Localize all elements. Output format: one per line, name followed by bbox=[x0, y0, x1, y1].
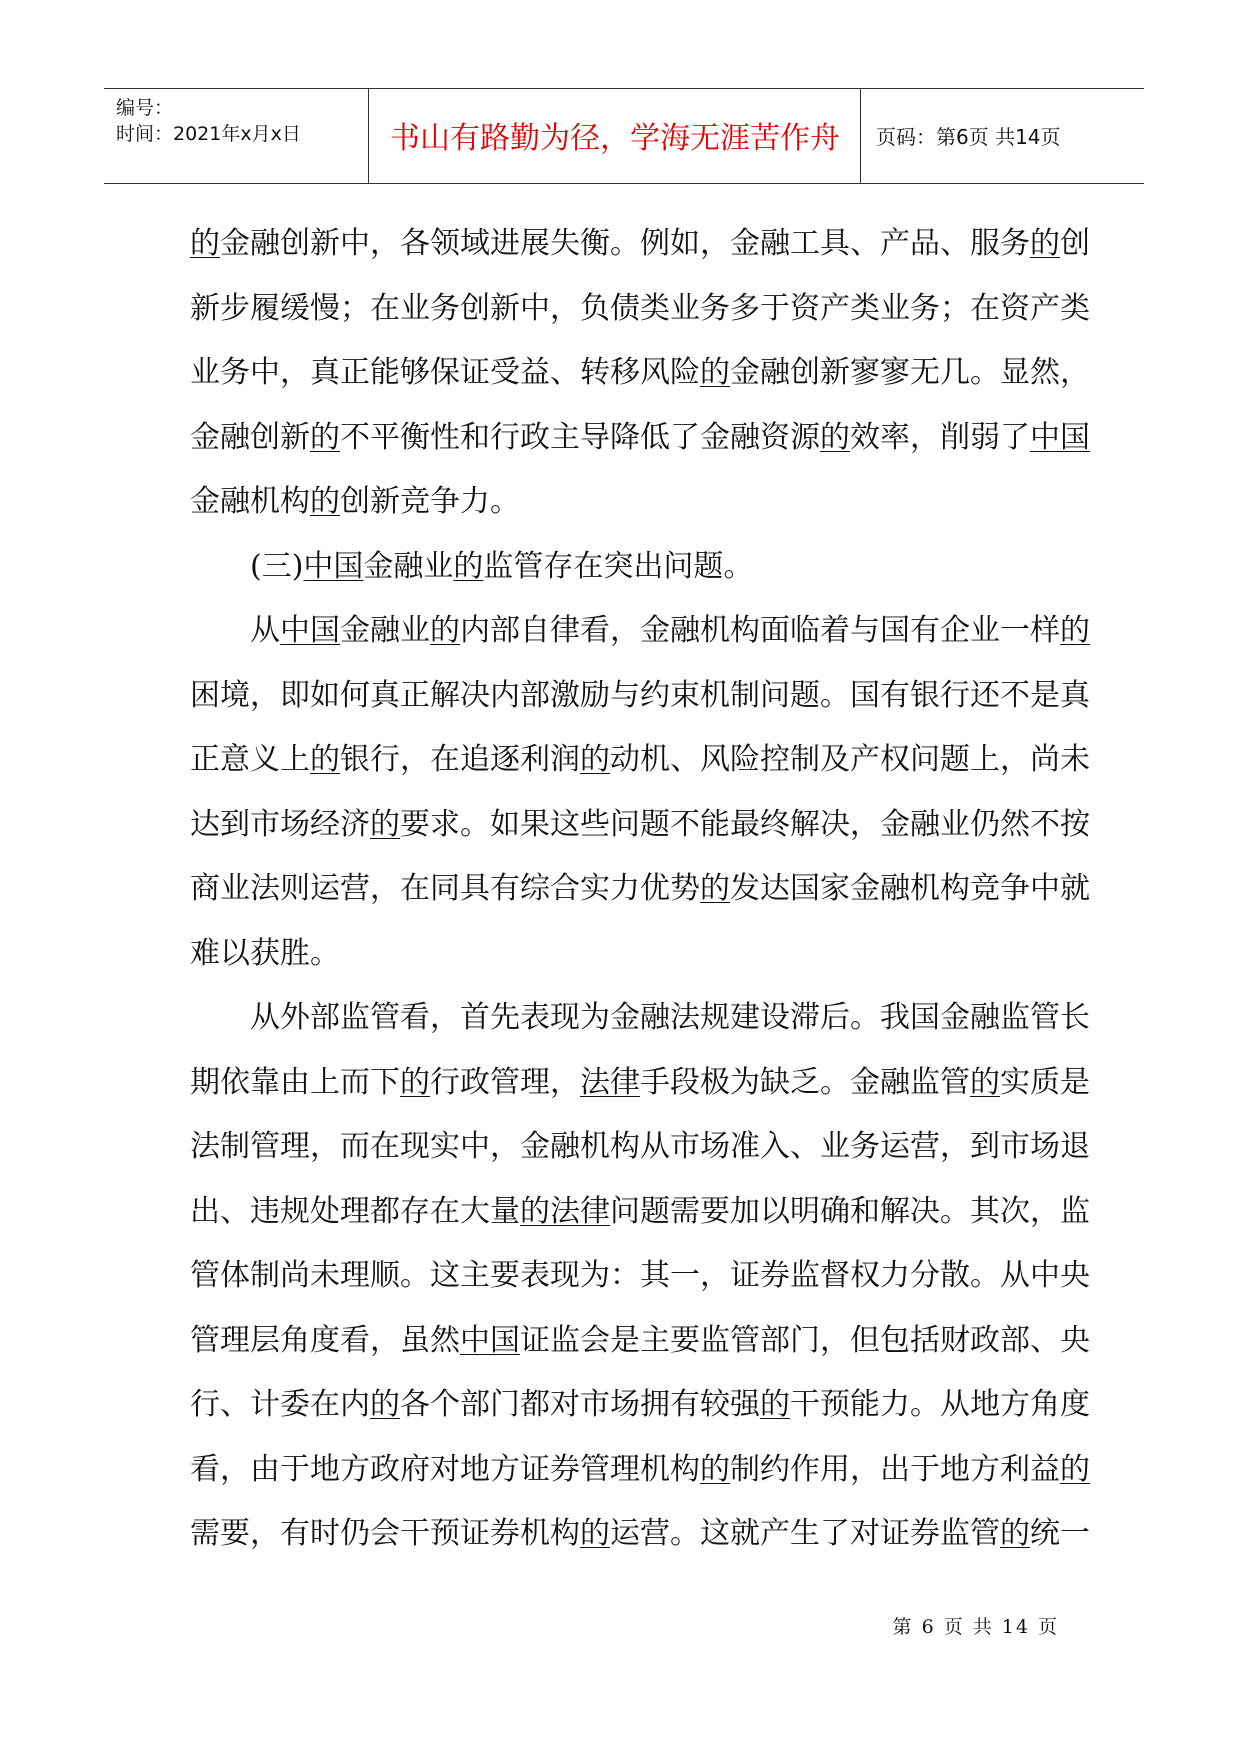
text-line: 正意义上的银行，在追逐利润的动机、风险控制及产权问题上，尚未 bbox=[190, 742, 1090, 777]
text-line: 法制管理，而在现实中，金融机构从市场准入、业务运营，到市场退 bbox=[190, 1129, 1090, 1164]
text-line: 达到市场经济的要求。如果这些问题不能最终解决，金融业仍然不按 bbox=[190, 806, 1090, 842]
text-line: 行、计委在内的各个部门都对市场拥有较强的干预能力。从地方角度 bbox=[190, 1387, 1090, 1422]
header-page-number: 页码：第6页 共14页 bbox=[876, 125, 1061, 149]
text-line: 金融创新的不平衡性和行政主导降低了金融资源的效率，削弱了中国 bbox=[190, 419, 1090, 455]
document-body bbox=[190, 224, 1090, 1579]
page-footer: 第 6 页 共 14 页 bbox=[892, 1616, 1059, 1638]
number-label: 编号： bbox=[116, 97, 174, 119]
text-line: 商业法则运营，在同具有综合实力优势的发达国家金融机构竞争中就 bbox=[190, 871, 1090, 906]
text-line: (三)中国金融业的监管存在突出问题。 bbox=[250, 548, 754, 584]
text-line: 出、违规处理都存在大量的法律问题需要加以明确和解决。其次，监 bbox=[190, 1193, 1090, 1229]
text-line: 业务中，真正能够保证受益、转移风险的金融创新寥寥无几。显然， bbox=[190, 355, 1090, 390]
text-line: 新步履缓慢；在业务创新中，负债类业务多于资产类业务；在资产类 bbox=[190, 290, 1090, 326]
text-line: 的金融创新中，各领域进展失衡。例如，金融工具、产品、服务的创 bbox=[190, 226, 1090, 261]
text-line: 从外部监管看，首先表现为金融法规建设滞后。我国金融监管长 bbox=[250, 1000, 1090, 1035]
text-line: 难以获胜。 bbox=[190, 935, 340, 971]
text-line: 需要，有时仍会干预证券机构的运营。这就产生了对证券监管的统一 bbox=[190, 1516, 1090, 1551]
text-line: 管理层角度看，虽然中国证监会是主要监管部门，但包括财政部、央 bbox=[190, 1322, 1090, 1358]
text-line: 管体制尚未理顺。这主要表现为：其一，证券监督权力分散。从中央 bbox=[190, 1258, 1090, 1293]
time-label: 时间：2021年x月x日 bbox=[116, 123, 301, 145]
header-meta-cell bbox=[104, 89, 369, 183]
text-line: 金融机构的创新竞争力。 bbox=[190, 484, 520, 519]
page-header bbox=[104, 88, 1144, 184]
header-page-cell bbox=[862, 89, 1144, 183]
text-line: 从中国金融业的内部自律看，金融机构面临着与国有企业一样的 bbox=[250, 613, 1090, 648]
text-line: 期依靠由上而下的行政管理，法律手段极为缺乏。金融监管的实质是 bbox=[190, 1064, 1090, 1100]
text-line: 困境，即如何真正解决内部激励与约束机制问题。国有银行还不是真 bbox=[190, 677, 1090, 713]
header-motto-cell bbox=[370, 89, 861, 183]
text-line: 看，由于地方政府对地方证券管理机构的制约作用，出于地方利益的 bbox=[190, 1451, 1090, 1487]
header-motto: 书山有路勤为径，学海无涯苦作舟 bbox=[390, 121, 840, 156]
